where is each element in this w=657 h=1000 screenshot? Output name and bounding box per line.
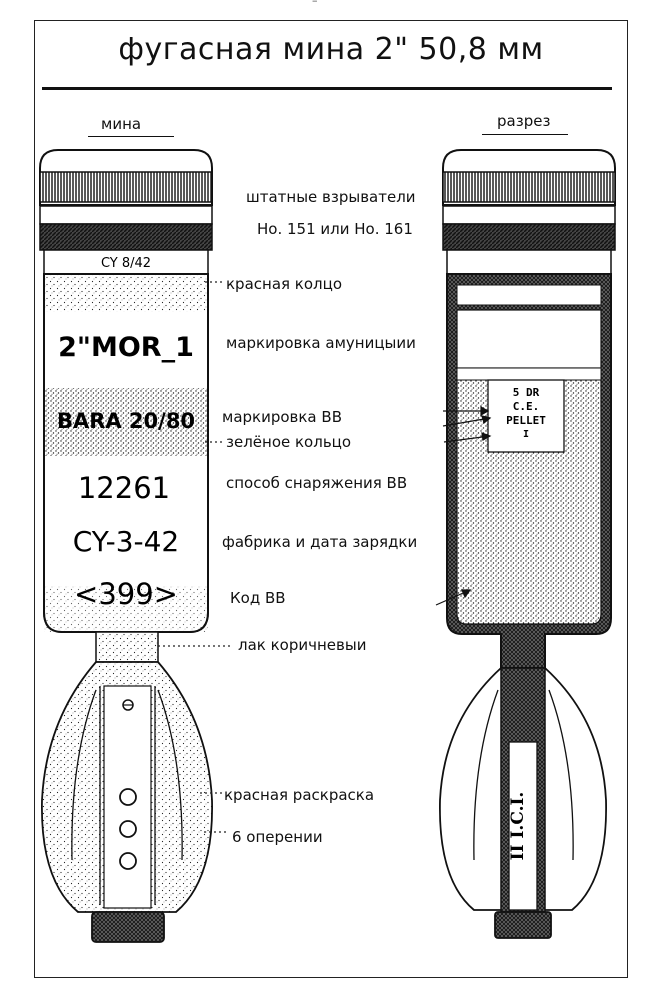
page-title: фугасная мина 2" 50,8 мм [118, 32, 544, 67]
page-number-fragment: – [312, 0, 318, 7]
callout-explosive-code: Код ВВ [230, 589, 286, 607]
callout-red-paint: красная раскраска [224, 786, 375, 804]
callout-brown-lacquer: лак коричневыи [238, 636, 367, 654]
callout-fuzes-line2: Но. 151 или Но. 161 [257, 220, 413, 238]
tail-neck [96, 632, 158, 662]
callout-ammo-marking: маркировка амуницыии [226, 334, 416, 352]
ammo-marking: 2"MOR_1 [58, 332, 194, 363]
fill-method-marking: 12261 [77, 471, 171, 505]
code-marking: <399> [74, 577, 178, 611]
callout-fins: 6 оперении [232, 828, 323, 846]
pellet-text-4: I [522, 429, 530, 440]
cartridge-text: II I.C.I. [508, 791, 528, 861]
callout-green-ring: зелёное кольцо [226, 433, 352, 451]
vent-hole [120, 853, 136, 869]
right-view-label: разрез [497, 112, 551, 130]
factory-date-marking: CY-3-42 [72, 525, 180, 558]
callout-fill-method: способ снаряжения ВВ [226, 474, 408, 492]
fuze-band-upper [40, 172, 212, 202]
shell-exterior [40, 150, 212, 942]
vent-hole [120, 789, 136, 805]
tail-plug [92, 912, 164, 942]
callout-explosive-marking: маркировка ВВ [222, 408, 342, 426]
pellet-text-2: C.E. [512, 400, 540, 413]
vent-hole [120, 821, 136, 837]
red-ring-band [44, 274, 208, 312]
fuze-cavity [457, 310, 601, 368]
fuze-marking: CY 8/42 [100, 256, 152, 271]
explosive-marking: BARA 20/80 [56, 409, 196, 433]
shell-cross-section [440, 150, 615, 938]
pellet-text-1: 5 DR [512, 386, 540, 399]
callout-fuzes-line1: штатные взрыватели [246, 188, 416, 206]
pellet-text-3: PELLET [506, 414, 546, 427]
fuze-band-lower [40, 224, 212, 250]
callout-red-ring: красная колцо [226, 275, 343, 293]
callout-factory-date: фабрика и дата зарядки [222, 533, 418, 551]
left-view-label: мина [101, 115, 142, 133]
